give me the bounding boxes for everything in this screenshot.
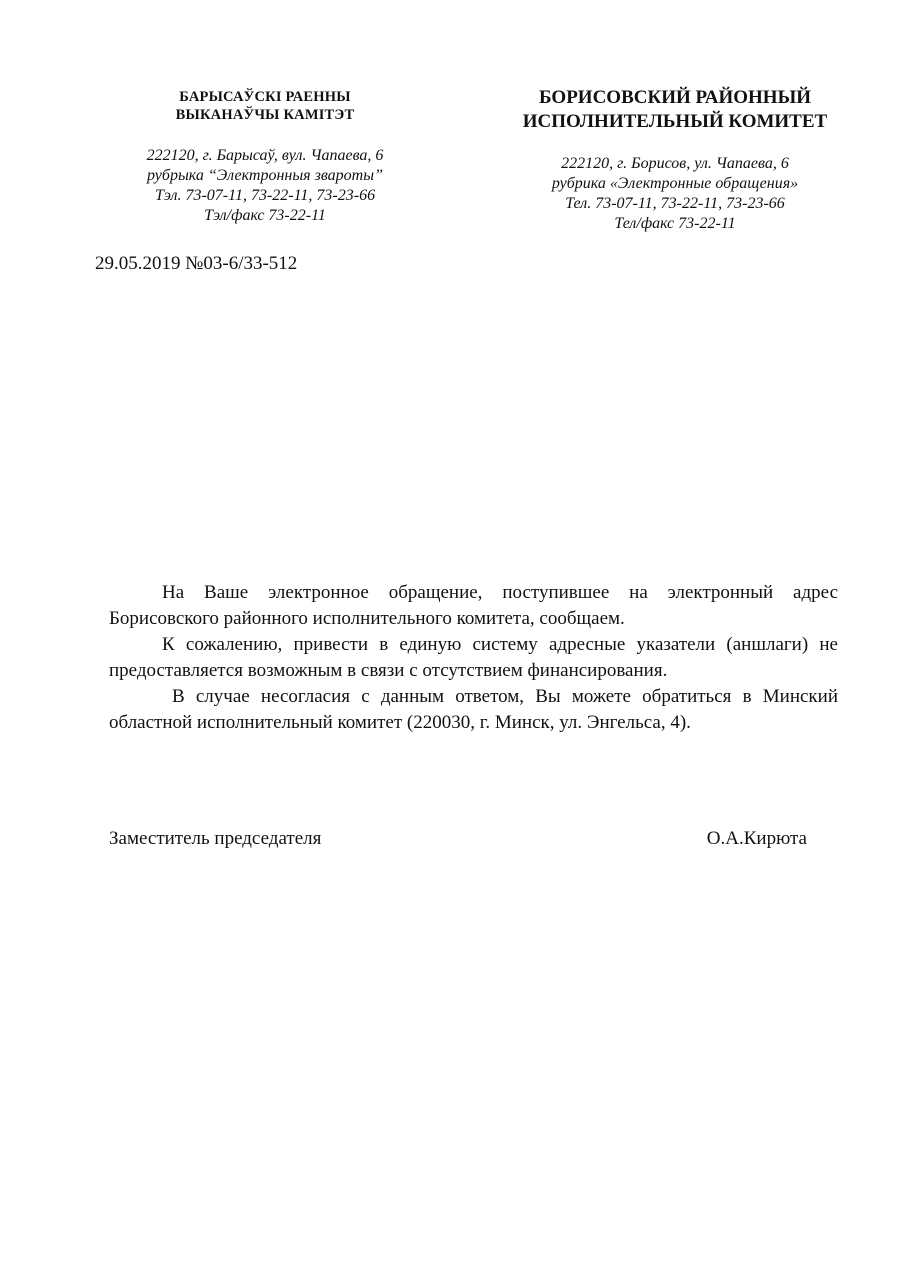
address-by-street: 222120, г. Барысаў, вул. Чапаева, 6 (146, 147, 384, 164)
org-name-by-line2: ВЫКАНАЎЧЫ КАМІТЭТ (175, 107, 355, 123)
address-by-rubric: рубрыка “Электронныя звароты” (147, 167, 383, 184)
address-by-fax: Тэл/факс 73-22-11 (204, 207, 326, 224)
signature-block (109, 826, 807, 852)
address-ru-street: 222120, г. Борисов, ул. Чапаева, 6 (561, 155, 789, 172)
address-ru-phones: Тел. 73-07-11, 73-22-11, 73-23-66 (565, 195, 785, 212)
address-block-by (100, 146, 430, 226)
org-name-ru-line2: ИСПОЛНИТЕЛЬНЫЙ КОМИТЕТ (522, 111, 828, 132)
letterhead-russian (500, 86, 850, 234)
org-name-ru-line1: БОРИСОВСКИЙ РАЙОННЫЙ (538, 87, 812, 108)
document-date-number: 29.05.2019 №03-6/33-512 (95, 253, 298, 274)
signatory-position: Заместитель председателя (109, 828, 322, 849)
address-block-ru (500, 154, 850, 234)
address-ru-rubric: рубрика «Электронные обращения» (551, 175, 799, 192)
signatory-name: О.А.Кирюта (706, 828, 807, 849)
address-ru-fax: Тел/факс 73-22-11 (614, 215, 736, 232)
body-paragraph-2: К сожалению, привести в единую систему адресные указатели (аншлаги) не предоставляется возможным в связи с отсутствием финансирования. (109, 634, 838, 681)
body-paragraph-3: В случае несогласия с данным ответом, Вы можете обратиться в Минский областной исполнительный комитет (220030, г. Минск, ул. Энгельса, 4). (109, 686, 838, 733)
address-by-phones: Тэл. 73-07-11, 73-22-11, 73-23-66 (154, 187, 376, 204)
body-paragraph-1: На Ваше электронное обращение, поступившее на электронный адрес Борисовского районного исполнительного комитета, сообщаем. (109, 582, 838, 629)
letterhead-belarusian (100, 88, 430, 226)
org-name-by-line1: БАРЫСАЎСКІ РАЕННЫ (179, 89, 351, 105)
letter-body (109, 580, 838, 736)
